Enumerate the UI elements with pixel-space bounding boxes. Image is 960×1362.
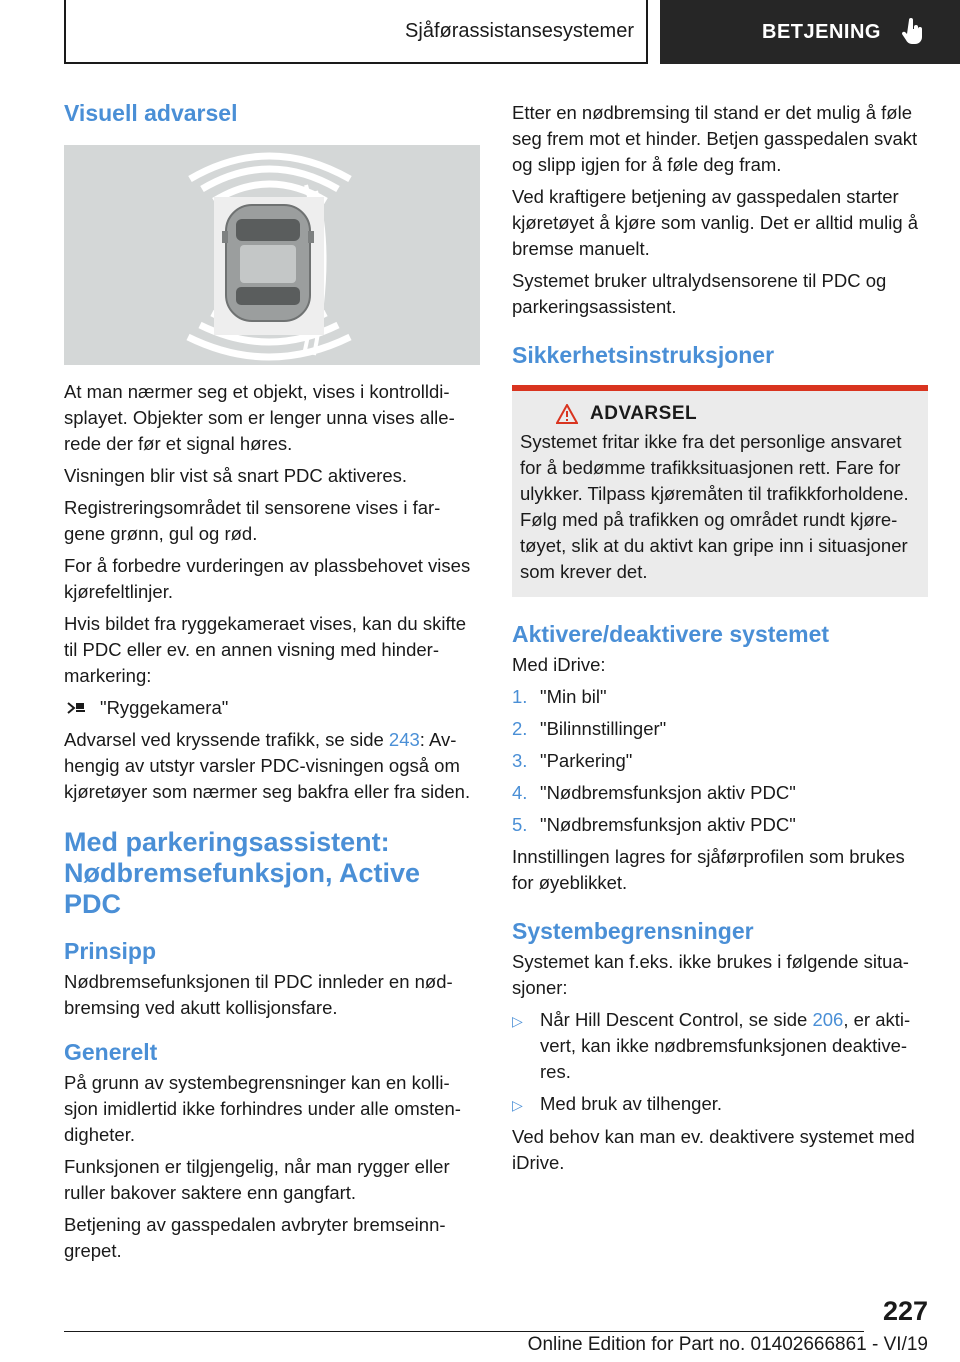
list-item — [512, 684, 928, 710]
bullet-text — [540, 1007, 928, 1085]
page-number: 227 — [882, 1296, 928, 1326]
step-text: "Parkering" — [540, 750, 633, 771]
list-item — [512, 748, 928, 774]
paragraph: Etter en nødbremsing til stand er det mulig å føle seg frem mot et hinder. Betjen gasspedalen svakt og slipp igjen for å føle deg fram. — [512, 102, 918, 175]
camera-menu-label: "Ryggekamera" — [100, 697, 229, 718]
heading-visual-warning: Visuell advarsel — [64, 100, 238, 126]
paragraph: Systemet kan f.eks. ikke brukes i følgende situa-sjoner: — [512, 951, 909, 998]
text: : Av-hengig av utstyr varsler PDC-visningen også om kjøretøyer som nærmer seg bakfra eller fra siden. — [64, 729, 471, 802]
bullet-text: Med bruk av tilhenger. — [540, 1093, 723, 1114]
list-item — [512, 812, 928, 838]
list-item — [512, 1091, 928, 1118]
camera-menu-line — [64, 695, 480, 721]
list-item — [512, 1007, 928, 1085]
step-text: "Min bil" — [540, 686, 607, 707]
heading-limitations: Systembegrensninger — [512, 918, 754, 944]
heading-safety: Sikkerhetsinstruksjoner — [512, 342, 775, 368]
section-title: Sjåførassistansesystemer — [405, 19, 634, 42]
step-text: "Bilinnstillinger" — [540, 718, 667, 739]
paragraph: Innstillingen lagres for sjåførprofilen som brukes for øyeblikket. — [512, 846, 905, 893]
paragraph: At man nærmer seg et objekt, vises i kontrolldi-splayet. Objekter som er lenger unna vises alle-rede der før et signal høres. — [64, 381, 455, 454]
pdc-car-icon — [64, 145, 480, 365]
text: Når Hill Descent Control, se side — [540, 1009, 813, 1030]
hand-pointer-icon — [901, 18, 925, 46]
chapter-tab — [660, 0, 960, 64]
warning-title: ADVARSEL — [590, 403, 698, 424]
paragraph: Nødbremsefunksjonen til PDC innleder en nød-bremsing ved akutt kollisjonsfare. — [64, 971, 453, 1018]
heading-general: Generelt — [64, 1039, 158, 1065]
step-number: 2. — [512, 718, 528, 739]
heading-principle: Prinsipp — [64, 938, 157, 964]
step-text: "Nødbremsfunksjon aktiv PDC" — [540, 782, 796, 803]
limitations-list — [512, 1007, 928, 1118]
paragraph: Systemet bruker ultralydsensorene til PDC og parkeringsassistent. — [512, 270, 887, 317]
warning-box — [512, 385, 928, 597]
step-text: "Nødbremsfunksjon aktiv PDC" — [540, 814, 796, 835]
step-number: 1. — [512, 686, 528, 707]
section-tab — [64, 0, 648, 64]
chapter-title: BETJENING — [762, 20, 881, 43]
page-link-206[interactable]: 206 — [812, 1009, 844, 1030]
heading-emergency-brake: Med parkeringsassistent: Nødbremsefunksjon, Active PDC — [64, 827, 421, 919]
steps-list — [512, 684, 928, 838]
paragraph: Funksjonen er tilgjengelig, når man rygger eller ruller bakover saktere enn gangfart. — [64, 1156, 450, 1203]
paragraph: Betjening av gasspedalen avbryter bremseinn-grepet. — [64, 1214, 446, 1261]
page-link-243[interactable]: 243 — [388, 729, 420, 750]
left-column — [64, 100, 480, 1270]
right-column — [512, 100, 928, 1182]
text: Advarsel ved kryssende trafikk, se side — [64, 729, 389, 750]
edition-text: Online Edition for Part no. 01402666861 - VI/19 — [527, 1334, 928, 1355]
warning-header — [520, 403, 920, 425]
list-item — [512, 780, 928, 806]
paragraph: Hvis bildet fra ryggekameraet vises, kan du skifte til PDC eller ev. en annen visning med hinder-markering: — [64, 613, 467, 686]
paragraph: Med iDrive: — [512, 654, 606, 675]
heading-activate: Aktivere/deaktivere systemet — [512, 621, 830, 647]
list-item — [512, 716, 928, 742]
footer-divider — [64, 1331, 864, 1332]
step-number: 3. — [512, 750, 528, 771]
rear-camera-icon — [64, 697, 88, 719]
warning-text: Systemet fritar ikke fra det personlige ansvaret for å bedømme trafikksituasjonen rett. Fare for ulykker. Tilpass kjøremåten til trafikkforholdene. Følg med på trafikken og området rundt kjøre-tøyet, slik at du aktivt kan gripe inn i situasjoner som krever det. — [520, 431, 909, 582]
paragraph: Ved behov kan man ev. deaktivere systemet med iDrive. — [512, 1126, 915, 1173]
pdc-display-illustration — [64, 145, 480, 365]
paragraph-cross-traffic — [64, 727, 480, 805]
step-number: 4. — [512, 782, 528, 803]
paragraph: Registreringsområdet til sensorene vises i far-gene grønn, gul og rød. — [64, 497, 441, 544]
paragraph: For å forbedre vurderingen av plassbehovet vises kjørefeltlinjer. — [64, 555, 471, 602]
text: , er akti-vert, kan ikke nødbremsfunksjonen deaktive-res. — [540, 1009, 911, 1082]
paragraph: Visningen blir vist så snart PDC aktiveres. — [64, 465, 408, 486]
triangle-bullet-icon: ▷ — [512, 1013, 523, 1029]
paragraph: Ved kraftigere betjening av gasspedalen starter kjøretøyet å kjøre som vanlig. Det er alltid mulig å bremse manuelt. — [512, 186, 919, 259]
paragraph: På grunn av systembegrensninger kan en kolli-sjon imidlertid ikke forhindres under alle omsten-digheter. — [64, 1072, 461, 1145]
step-number: 5. — [512, 814, 528, 835]
triangle-bullet-icon: ▷ — [512, 1097, 523, 1113]
warning-triangle-icon — [556, 404, 578, 424]
page-header — [0, 0, 960, 66]
